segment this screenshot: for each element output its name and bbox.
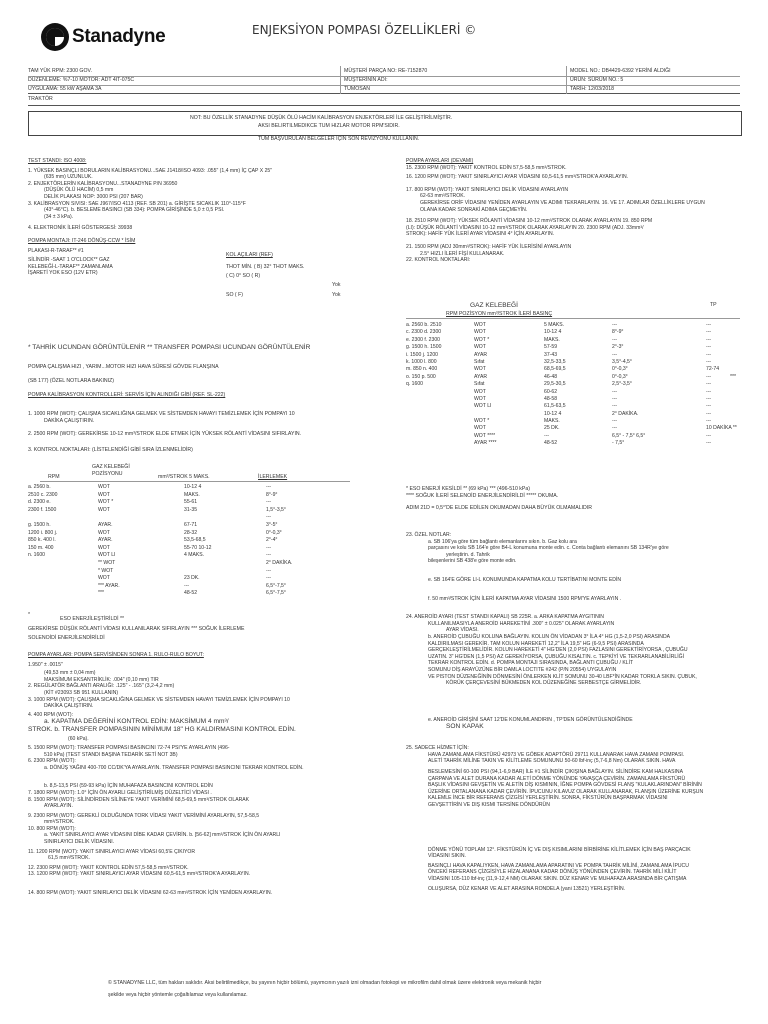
adjust-1c: MAKSİMUM EKSANTRİKLİK: .004" (0,10 mm) TIR [44, 676, 159, 683]
mount-mark: İŞARETİ YOK ESO (12V ETR) [28, 270, 98, 277]
note-line-2: AKSİ BELİRTİLMEDİKÇE TÜM HIZLAR MOTOR RPM'SİDİR. [258, 123, 400, 127]
calibration-3: 3. KONTROL NOKTALARI: (LİSTELENDİĞİ GİBİ SIRA İZLENMELİDİR) [28, 447, 193, 453]
mm-cell: 48-52 [184, 590, 198, 597]
table-cell: WOT [474, 366, 486, 373]
adjust-2b: (KİT #23093 SB 951 KULLANIN) [44, 689, 119, 696]
right-eso-2: **** SOĞUK İLERİ SELENOİD ENERJİLENDİRİLDİ ***** OKUMA. [406, 493, 559, 499]
note-25g: KALEMLE İNCE BİR REFERANS ÇİZGİSİ YERLEŞTİRİN. SONRA, FİKSTÜRÜN BAŞPARMAK VİDASINI [428, 795, 668, 802]
advance-cell: --- [266, 514, 272, 521]
table-row [406, 433, 742, 440]
gaz-heading-1: GAZ KELEBEĞİ [92, 464, 130, 470]
header-product-no: ÜRÜN: SÜRÜM NO.: 5 [570, 77, 624, 83]
adjust-10c: SINIRLAYICI DELİK VİDASINI. [44, 839, 115, 846]
adjust-18: 18. 2510 RPM (WOT): YÜKSEK RÖLANTİ VİDASINI 10-12 mm³/STROK OLARAK AYARLAYIN 19. 850 RPM [406, 218, 653, 225]
table-cell: 72-74 [706, 366, 720, 373]
table-cell: --- [706, 358, 712, 365]
brand-name: Stanadyne [72, 26, 166, 47]
right-eso-1: * ESO ENERJİ KESİLDİ ** (69 kPa) *** (496-510 kPa) [406, 486, 530, 492]
mount-lever: KELEBEĞİ-L-TARAF** ZAMANLAMA [28, 263, 113, 270]
table-cell: WOT [474, 329, 486, 336]
footer-line-2: şekilde veya hiçbir yöntemle çoğaltılamaz veya kullanılamaz. [108, 992, 248, 998]
adjust-21: 21. 1500 RPM (ADJ 30mm³/STROK): HAFİF YÜK İLERİSİNİ AYARLAYIN [406, 243, 572, 250]
table-cell: --- [612, 351, 618, 358]
mm-cell: 55-61 [184, 499, 198, 506]
mm-column [184, 484, 211, 598]
table-row [406, 418, 742, 425]
note-line-3: TÜM BAŞVURULAN BELGELER İÇİN SON REVİZYONU KULLANIN. [258, 136, 420, 142]
mm-cell [184, 514, 211, 522]
table-cell: a. 2560 b. 2510 [406, 322, 442, 328]
table-cell: 61,5-63,5 [544, 403, 566, 410]
table-row [406, 329, 742, 336]
mm-cell: 10-12 4 [184, 484, 202, 490]
table-cell: 10 DAKİKA ** [706, 425, 737, 432]
rpm-heading: RPM [48, 474, 60, 480]
adjust-7: 7. 1800 RPM (WOT): 1.0° İÇİN ÖN AYARLI GELİŞTİRİLMİŞ DÜZELTİCİ VİDASI . [28, 789, 212, 796]
adjust-4b: a. KAPATMA DEĞERİNİ KONTROL EDİN: MAKSİMUM 4 mm³/ [44, 718, 229, 726]
test-item-3: 3. KALİBRASYON SIVISI: SAE J967/ISO 4113 (REF. SB 201) a. GİRİŞTE SICAKLIK 110°-115°F [28, 200, 246, 207]
adjust-4: 4. 400 RPM (WOT): [28, 711, 74, 718]
note-25f: ÜZERİNE ORTALANANA KADAR ÇEVİRİN. İPUCUNU KILAVUZ OLARAK KULLANARAK, FLANŞIN ÜZERİNE KURŞUN [428, 788, 704, 795]
position-cell: * WOT [98, 567, 114, 574]
note-25j: VİDASINI SIKIN. [428, 853, 466, 860]
table-cell: 0°-0,3° [612, 366, 628, 373]
table-row [406, 337, 742, 344]
header-rpm: TAM YÜK RPM: 2300 GOV. [28, 68, 92, 74]
note-25d: ÇARPANA VE ALET DURANA KADAR ALETİ DÖNME YÖNÜNDE YAVAŞÇA ÇEVİRİN. ZAMANLAMA FİKSTÜRÜ [428, 775, 686, 782]
table-cell: --- [706, 351, 712, 358]
note-line-1: NOT: BU ÖZELLİK STANADYNE DÜŞÜK ÖLÜ HACİM KALİBRASYON ENJEKTÖRLERİ İLE GELİŞTİRİLMİŞTİR. [190, 115, 453, 121]
position-cell: AYAR. [98, 521, 113, 528]
table-cell: WOT * [474, 418, 490, 425]
note-24g: TEKRAR KONTROL EDİN. d. POMPA MONTAJI SIRASINDA, BAĞLANTI ÇUBUĞU / KLİT [428, 660, 634, 667]
table-cell: WOT [474, 388, 486, 395]
adjust-2: 2. REGÜLATÖR BAĞLANTI ARALIĞI: .125" - .165" (3,2-4,2 mm) [28, 683, 175, 690]
mm-cell: 23 DK. [184, 575, 200, 582]
eso-star: * [28, 612, 31, 618]
thot-min: THOT MİN. ( B) 32° THOT MAKS. [226, 264, 305, 270]
right-step-note: ADIM 21D = 0,5°'DE ELDE EDİLEN OKUMADAN DAHA BÜYÜK OLMAMALIDIR [406, 505, 592, 511]
header-date: TARİH: 12/03/2018 [570, 86, 615, 92]
mount-cylinder: SİLİNDİR -SAAT 1 O'CLOCK** GAZ [28, 257, 110, 264]
table-cell: --- [706, 381, 712, 388]
table-row [406, 440, 742, 447]
position-column [98, 484, 120, 598]
table-cell: WOT LI [474, 403, 492, 410]
position-cell: WOT [98, 575, 110, 582]
note-23: 23. ÖZEL NOTLAR: [406, 532, 452, 538]
advance-cell: --- [266, 575, 272, 582]
table-cell: --- [612, 388, 618, 395]
rpm-cell: a. 2560 b. [28, 484, 51, 490]
table-cell: i. 1500 j. 1200 [406, 351, 439, 358]
position-cell: WOT LI [98, 552, 116, 559]
table-cell: 29,5-30,5 [544, 381, 566, 388]
table-cell: e. 2300 f. 2300 [406, 336, 440, 343]
header-part-no: MÜŞTERİ PARÇA NO: RE-7152870 [344, 68, 428, 74]
position-cell [98, 514, 120, 522]
rpm-cell: n. 1600 [28, 552, 45, 559]
adjust-17c: GEREKİRSE ORİF VİDASINI YENİDEN AYARLAYIN VE ADIMI TEKRARLAYIN. 16. VE 17. ADIMLAR ÖZELLİKLERE UYGUN [420, 199, 705, 206]
table-cell: --- [706, 418, 712, 425]
adjust-17d: OLANA KADAR SONRAKİ ADIMA GEÇMEYİN. [420, 206, 528, 213]
table-cell: --- [706, 395, 712, 402]
adjust-3b: DAKİKA ÇALIŞTIRIN. [44, 703, 94, 710]
table-row [406, 396, 742, 403]
test-item-3c: (34 ± 3 kPa). [44, 213, 74, 220]
table-cell: 10-12 4 [544, 329, 562, 336]
note-25l: ÖNCEKİ REFERANS ÇİZGİSİYLE HİZALANANA KADAR DÖNÜŞ YÖNÜNDEN ÇEVİRİN. TAHRİK MİLİ KİLİT [428, 869, 677, 876]
table-cell: AYAR [474, 373, 488, 380]
right-rpm-pos-heading: RPM POZİSYON mm³/STROK İLERİ BASINÇ [446, 311, 553, 317]
adjust-5: 5. 1500 RPM (WOT): TRANSFER POMPASI BASINCINI 72-74 PSI'YE AYARLAYIN (496- [28, 744, 230, 751]
table-cell: g. 1500 h. 1500 [406, 344, 442, 351]
table-row [406, 425, 742, 432]
advance-cell: 1,5°-3,5° [266, 506, 286, 513]
note-23a: a. SB 106'ya göre tüm bağlantı elemanlarını sıkın. b. Gaz kolu ara [428, 538, 577, 545]
table-cell: q. 1600 [406, 381, 423, 388]
footer-line-1: © STANADYNE LLC, tüm hakları saklıdır. Aksi belirtilmedikçe, bu yayının hiçbir bölümü, yayımcının yazılı izni olmadan fotokopi ve mikrofilm dahil olmak üzere elektronik veya mekanik hiçbir [108, 980, 542, 986]
rpm-cell [28, 514, 57, 522]
header-application: UYGULAMA: 55 kW AŞAMA 3A [28, 86, 102, 92]
mm-cell: MAKS. [184, 491, 200, 498]
adjust-15: 15. 2300 RPM (WOT): YAKIT KONTROL EDİN 57,5-58,5 mm³/STROK. [406, 164, 567, 171]
rpm-cell: d. 2300 e. [28, 499, 51, 506]
table-row [406, 359, 742, 366]
table-cell: --- [706, 432, 712, 439]
note-24l: SON KAPAK [446, 723, 484, 731]
test-stand-heading: TEST STANDI: ISO 4008: [28, 158, 87, 164]
adjust-13: 13. 1200 RPM (WOT): YAKIT SINIRLAYICI AYAR VİDASINI 60,5-61,5 mm³/STROK'A AYARLAYIN. [28, 871, 251, 878]
test-item-1b: (635 mm) UZUNLUK. [44, 174, 93, 181]
table-cell: --- [612, 418, 618, 425]
advance-cell: 2°-4° [266, 537, 278, 544]
table-cell: WOT * [474, 336, 490, 343]
right-gaz-heading: GAZ KELEBEĞİ [470, 302, 519, 309]
table-cell: WOT [474, 395, 486, 402]
table-cell: --- [706, 373, 712, 380]
adjust-9b: mm³/STROK. [44, 819, 75, 826]
position-cell: WOT [98, 529, 110, 536]
note-24: 24. ANEROİD AYARI (TEST STANDI KAPALI) SB 225R. a. ARKA KAPATMA AYGITININ [406, 614, 604, 621]
rpm-cell: 1200 i. 800 j. [28, 529, 58, 536]
mm-cell: 55-70 10-12 [184, 544, 212, 551]
advance-heading: İLERLEMEK [258, 474, 288, 480]
left-column [28, 158, 393, 277]
test-item-3b: (43°-46°C). b. BESLEME BASINCI (SB 334): POMPA GİRİŞİNDE 5,0 ± 0,5 PSI. [44, 207, 225, 214]
table-cell: Sıfat [474, 381, 485, 388]
table-cell: 32,5-33,5 [544, 358, 566, 365]
table-cell: k. 1000 l. 800 [406, 358, 437, 365]
mm-cell: 28-32 [184, 529, 198, 536]
note-23c: yerleştirin. d. Tahrik [446, 551, 490, 558]
table-cell: --- [612, 395, 618, 402]
table-row [406, 366, 742, 373]
adjust-12: 12. 2300 RPM (WOT): YAKIT KONTROL EDİN 57,5-58,5 mm³/STROK. [28, 864, 189, 871]
table-cell: --- [706, 388, 712, 395]
eso-note-3: SOLENOİDİ ENERJİLENDİRİLDİ [28, 635, 105, 641]
header-engine: DÜZENLEME: %7-10 MOTOR: ADT 4IT-075C [28, 77, 135, 83]
table-cell: 5 MAKS. [544, 322, 565, 328]
note-23f: f. 50 mm³/STROK İÇİN İLERİ KAPATMA AYAR VİDASINI 1500 RPM'YE AYARLAYIN . [428, 595, 622, 602]
note-24i: VE PISTON DÜZENEĞİNİN DÖNMESİNİ ÖNLERKEN KLİT SOMUNU 30-40 LBF*İN KADAR TORKLA SIKIN. ÇUBUK, [428, 673, 697, 680]
table-cell: 6,5° - 7,5° 6,5° [612, 432, 646, 439]
note-23d: bileşenlerini SB 438'e göre monte edin. [428, 558, 517, 565]
advance-cell: --- [266, 484, 272, 490]
right-tp-heading: TP [710, 302, 717, 308]
position-cell: *** AYAR. [98, 582, 120, 589]
note-25h: GEVŞETTİRİN VE DIŞ KISMI TERSİNE DÖNDÜRÜN [428, 802, 550, 809]
special-notes-section [406, 532, 742, 892]
right-column [406, 158, 742, 264]
note-23b: parçasını ve kolu SB 164'e göre B4-L konumuna monte edin. c. Conta bağlantı elemanını SB 134R'ye göre [428, 545, 669, 552]
position-cell: WOT [98, 491, 110, 498]
page-title: ENJEKSİYON POMPASI ÖZELLİKLERİ © [252, 23, 477, 37]
mm-cell: 4 MAKS. [184, 552, 205, 559]
table-cell: --- [706, 410, 712, 417]
rpm-cell: 150 m. 400 [28, 544, 54, 551]
adjust-10b: a. YAKIT SINIRLAYICI AYAR VİDASINI DİBE KADAR ÇEVİRİN. b. [56-62] mm³/STROK İÇİN ÖN AYARLI [44, 832, 281, 839]
table-cell: 37-43 [544, 351, 558, 358]
header-customer-name: TUMOSAN [344, 86, 370, 92]
table-cell: 10-12 4 [544, 410, 562, 417]
table-cell: WOT **** [474, 432, 496, 439]
table-cell: 2,5°-3,5° [612, 381, 632, 388]
note-25m: VİDASINI 105-110 lbf-inç (11,9-12,4 NM) OLARAK SIKIN. DÜZ KENAR VE MUHAFAZA ARASINDA BİR ÇATIŞMA [428, 876, 687, 882]
table-row [406, 374, 742, 381]
note-24f: UZATIN. 3" HG'DEN (1,5 PSI) AZ GEREKİYORSA, ÇUBUĞU KISALTIN. c. TEPKİYİ VE TEKRARLANABİLİRLİĞİ [428, 653, 685, 660]
table-cell: o. 150 p. 500 [406, 373, 436, 380]
stars-3: *** [730, 374, 737, 380]
adjust-10: 10. 800 RPM (WOT): [28, 825, 76, 832]
table-cell: --- [612, 403, 618, 410]
adjust-21b: 2.5° HIZLI İLERİ FİŞİ KULLANARAK. [420, 250, 505, 257]
calibration-1: 1. 1000 RPM (WOT): ÇALIŞMA SICAKLIĞINA GELMEK VE SİSTEMDEN HAVAYI TEMİZLEMEK İÇİN POMPAYI 10 [28, 411, 295, 417]
lever-angles-heading: KOL AÇILARI (REF) [226, 252, 273, 258]
run-speed: POMPA ÇALIŞMA HIZI , YARIM...MOTOR HIZI HAVA SÜRESİ GÖVDE FLANŞINA [28, 364, 219, 370]
note-24e: GERÇEKLEŞTİRİLMELİDİR. KOLUN HAREKETİ 4" HG'DEN (2,0 PSI) FAZLASINI GEREKTİRİYORSA , ÇUBUĞU [428, 647, 688, 654]
adjust-17b: 62-63 mm³/STROK. [420, 193, 466, 200]
table-cell: Sıfat [474, 358, 485, 365]
note-24b: AYAR VİDASI. [446, 627, 479, 634]
table-cell: 25 DK. [544, 425, 560, 432]
test-item-4: 4. ELEKTRONİK İLERİ GÖSTERGESİ: 39938 [28, 225, 133, 232]
table-cell: 60-62 [544, 388, 558, 395]
adjust-8b: AYARLAYIN. [44, 803, 73, 810]
yok-2: Yok [332, 292, 341, 298]
mm-cell [184, 560, 211, 568]
table-cell: WOT [474, 425, 486, 432]
adjust-4c: STROK. b. TRANSFER POMPASININ MİNİMUM 18" HG KALDIRMASINI KONTROL EDİN. [28, 726, 296, 734]
note-24c: b. ANEROİD ÇUBUĞU KOLUNA BAĞLAYIN. KOLUN ÖN VİDADAN 3° İLA 4° HG (1,5-2,0 PSI) ARASINDA [428, 633, 671, 640]
note-25e: BAŞLIK VİDASINI GEVŞETİN VE ALETİN DİŞ KISMININ, İĞNE POMPA GÖVDESİ FLANŞ "KULAKLARINDAN" BİRİNİN [428, 782, 702, 789]
calibration-2: 2. 2500 RPM (WOT): GEREKİRSE 10-12 mm³/STROK ELDE ETMEK İÇİN YÜKSEK RÖLANTİ VİDASINI SIFIRLAYIN. [28, 431, 302, 437]
adjust-3: 3. 1000 RPM (WOT): ÇALIŞMA SICAKLIĞINA GELMEK VE SİSTEMDEN HAVAYI TEMİZLEMEK İÇİN POMPAYI 10 [28, 696, 290, 703]
adjust-16: 16. 1200 RPM (WOT): YAKIT SINIRLAYICI AYAR VİDASINI 60,5-61,5 mm³/STROK'A AYARLAYIN. [406, 174, 629, 181]
pump-mount-heading: POMPA MONTAJI: IT-246 DÖNÜŞ-CCW * İSİM [28, 237, 136, 244]
run-speed-ref: (SB 177) (ÖZEL NOTLARA BAKINIZ) [28, 378, 114, 384]
header-customer: MÜŞTERİNİN ADI: [344, 77, 388, 83]
test-item-1: 1. YÜKSEK BASINÇLI BORULARIN KALİBRASYONU...SAE J1418/ISO 4093: .055" (1,4 mm) İÇ ÇAP X 25" [28, 167, 273, 174]
position-cell: WOT [98, 484, 110, 490]
mm-cell: 53,5-68,5 [184, 537, 206, 544]
mm-cell: --- [184, 582, 190, 589]
position-cell: ** WOT [98, 559, 116, 566]
mm-cell [184, 568, 211, 576]
table-cell: c. 2300 d. 2300 [406, 329, 442, 336]
advance-cell: --- [266, 544, 272, 551]
pump-adjust-section [28, 652, 393, 897]
adjust-11b: 61,5 mm³/STROK. [48, 855, 90, 862]
table-cell: 48-58 [544, 395, 558, 402]
table-cell: --- [706, 322, 712, 328]
note-25k: BASINÇLI HAVA KAPALIYKEN, HAVA ZAMANLAMA APARATINI VE POMPA TAHRİK MİLİNİ, ZAMANLAMA İPUCU [428, 862, 689, 869]
position-cell: AYAR. [98, 537, 113, 544]
rpm-cell: 850 k. 400 l. [28, 537, 56, 544]
table-row [406, 389, 742, 396]
position-cell: WOT [98, 506, 110, 513]
note-23e: e. SB 164'E GÖRE LI-L KONUMUNDA KAPATMA KOLU TERTİBATINI MONTE EDİN [428, 576, 622, 583]
advance-cell: 6,5°-7,5° [266, 590, 286, 597]
advance-cell: 2° DAKİKA. [266, 559, 293, 566]
table-cell: 68,5-69,5 [544, 366, 566, 373]
stanadyne-logo [40, 22, 190, 52]
table-cell: 57-59 [544, 344, 558, 351]
c0-so: ( C) 0° SO ( R) [226, 273, 261, 279]
table-cell: 8°-9° [612, 329, 624, 336]
table-cell: 2° DAKİKA. [612, 410, 639, 417]
position-cell: WOT [98, 544, 110, 551]
eso-note-1: ESO ENERJİLEŞTİRİLDİ ** [60, 616, 124, 622]
table-cell: --- [706, 344, 712, 351]
adjust-18c: STROK): HAFİF YÜK İLERİ AYAR VİDASINI 4° İÇİN AYARLAYIN. [406, 231, 555, 238]
advance-cell: 6,5°-7,5° [266, 582, 286, 589]
table-cell: --- [612, 425, 618, 432]
advance-cell: 8°-9° [266, 491, 278, 498]
yok-1: Yok [332, 282, 341, 288]
table-row [406, 403, 742, 410]
table-cell: --- [706, 440, 712, 447]
stanadyne-logo-icon [40, 22, 70, 52]
table-cell: --- [706, 403, 712, 410]
table-cell: m. 850 n. 400 [406, 366, 438, 373]
check-points-table [406, 322, 742, 448]
eso-note-2: GEREKİRSE DÜŞÜK RÖLANTİ VİDASI KULLANILARAK SIFIRLAYIN *** SOĞUK İLERLEME [28, 626, 245, 632]
adjust-22: 22. KONTROL NOKTALARI: [406, 257, 471, 264]
table-cell: MAKS. [544, 418, 560, 425]
table-cell: 2°-3° [612, 344, 624, 351]
rpm-cell: 2300 f. 1500 [28, 506, 57, 513]
advance-column [266, 484, 292, 598]
adjust-11: 11. 1200 RPM (WOT): YAKIT SINIRLAYICI AYAR VİDASI 60,5'E ÇIKIYOR [28, 848, 196, 855]
adjust-6b: a. DÖNÜŞ YAĞINI 400-700 CC/DK'YA AYARLAYIN. TRANSFER POMPASI BASINCINI TEKRAR KONTROL EDİN. [44, 764, 304, 771]
table-cell: --- [706, 329, 712, 336]
table-row [406, 344, 742, 351]
header-tractor: TRAKTÖR [28, 96, 53, 102]
adjust-6: 6. 2300 RPM (WOT): [28, 758, 76, 765]
calibration-heading: POMPA KALİBRASYON KONTROLLERİ: SERVİS İÇİN ALINDIĞI GİBİ (REF. SL-222) [28, 392, 226, 398]
table-cell: --- [612, 322, 618, 328]
pump-adjust-cont-heading: POMPA AYARLARI (DEVAMI) [406, 158, 474, 164]
so-f: SO ( F) [226, 292, 244, 298]
table-cell: 46-48 [544, 373, 558, 380]
table-row [406, 352, 742, 359]
test-item-2: 2. ENJEKTÖRLERİN KALİBRASYONU...STANADYNE P/N 36950 [28, 180, 178, 187]
header-model-no: MODEL NO.: DB4429-6392 YERİNİ ALDIĞI [570, 68, 671, 74]
rpm-column [28, 484, 57, 560]
test-item-2c: DELİK PLAKASI NOP: 3000 PSI (207 BAR) [44, 193, 143, 200]
note-25c: BESLEMESİNİ 60-100 PSI (94,1-6,9 BAR) İLE #1 SİLİNDİR ÇIKIŞINA BAĞLAYIN. SİLİNDİRE KAM HALKASINA [428, 769, 683, 776]
calibration-1b: DAKİKA ÇALIŞTIRIN. [44, 418, 95, 424]
mm-heading: mm³/STROK 5 MAKS. [158, 474, 210, 480]
mm-cell: 67-71 [184, 521, 198, 528]
table-row [406, 322, 742, 329]
note-25b: ALETİ TAHRİK MİLİNE TAKIN VE KİLİTLEME SOMUNUNU 50-60 lbf-inç (5,7-6,8 Nm) OLARAK SIKIN. HAVA [428, 758, 676, 765]
table-cell: --- [544, 432, 550, 439]
table-cell: AYAR [474, 351, 488, 358]
table-row [406, 411, 742, 418]
adjust-1: 1.950" ± .0015" [28, 661, 63, 668]
adjust-1b: (49,53 mm ± 0,04 mm) [44, 670, 96, 677]
drive-note: * TAHRİK UCUNDAN GÖRÜNTÜLENİR ** TRANSFER POMPASI UCUNDAN GÖRÜNTÜLENİR [28, 344, 311, 351]
test-item-2b: (DÜŞÜK ÖLÜ HACİM) 0,5 mm [44, 187, 114, 194]
table-cell: --- [612, 336, 618, 343]
table-cell: 3,5°-4,5° [612, 358, 632, 365]
rpm-cell: 2510 c. 2300 [28, 491, 58, 498]
adjust-9: 9. 2300 RPM (WOT): GEREKLİ OLDUĞUNDA TORK VİDASI YAKIT VERİMİNİ AYARLAYIN, 57,5-58,5 [28, 812, 260, 819]
advance-cell: --- [266, 552, 272, 559]
note-24d: KALDIRILMASI GEREKİR. TAM KOLUN HAREKETİ 12,2" İLA 19,5" HG (6-9,5 PSI) ARASINDA [428, 640, 644, 647]
note-24h: SOMUNU DİŞ ARAYÜZÜNE BİR DAMLA LOCTITE #242 (P/N 20554) UYGULAYIN [428, 666, 617, 673]
rpm-cell: g. 1500 h. [28, 521, 51, 528]
table-cell: --- [706, 336, 712, 343]
adjust-5b: 510 kPa) (TEST STANDI BAŞINA TEDARİK SETİ NOT 3B) [44, 751, 178, 758]
table-cell: MAKS. [544, 336, 560, 343]
advance-cell: 3°-5° [266, 521, 278, 528]
note-24k: e. ANEROİD GİRİŞİNİ SAAT 12'DE KONUMLANDIRIN , TP'DEN GÖRÜNTÜLENDİĞİNDE [428, 716, 633, 723]
mount-plate: PLAKASI-R-TARAF** #1 [28, 247, 84, 254]
mm-cell: 31-35 [184, 506, 198, 513]
adjust-4d: (60 kPa). [68, 736, 89, 743]
advance-cell: --- [266, 499, 272, 506]
note-25i: DÖNME YÖNÜ TOPLAM 12°. FİKSTÜRÜN İÇ VE DIŞ KISIMLARINI BİRBİRİNE KİLİTLEMEK İÇİN BAŞ PARÇACIK [428, 846, 691, 853]
table-cell: 0°-0,3° [612, 373, 628, 380]
table-cell: WOT [474, 322, 486, 328]
adjust-8: 8. 1500 RPM (WOT): SİLİNDİRDEN SİLİNEYE YAKIT VERİMİNİ 68,5-69,5 mm³/STROK OLARAK [28, 796, 250, 803]
table-cell: AYAR **** [474, 440, 497, 447]
advance-cell: 0°-0,3° [266, 529, 282, 536]
gaz-heading-2: POZİSYONU [92, 471, 123, 477]
advance-cell: --- [266, 567, 272, 574]
adjust-6c: b. 8,5-13,5 PSI (59-93 kPa) İÇİN MUHAFAZA BASINCINI KONTROL EDİN [44, 783, 213, 790]
position-cell: *** [98, 590, 104, 597]
note-25n: OLUŞURSA, DÜZ KENAR VE ALET ARASINA RONDELA (yani 13521) YERLEŞTİRİN. [428, 885, 626, 892]
adjust-18b: (LI): DÜŞÜK RÖLANTİ VİDASINI 10-12 mm³/STROK OLARAK AYARLAYIN 20. 2300 RPM (ADJ. 33mm³/ [406, 224, 644, 231]
adjust-17: 17. 800 RPM (WOT): YAKIT SINIRLAYICI DELİK VİDASINI AYARLAYIN [406, 186, 569, 193]
note-24j: KÖRÜK ÇERÇEVESİNİ BÜKMEDEN KOL DÜZENEĞİNE SERBESTÇE GİRMELİDİR. [446, 680, 642, 687]
table-cell: - 7,5° [612, 440, 625, 447]
note-24a: KULLANILMASIYLA ANEROİD HAREKETİNİ .300" ± 0.025" OLARAK AYARLAYIN [428, 620, 615, 627]
table-cell: 48-52 [544, 440, 558, 447]
adjust-14: 14. 800 RPM (WOT): YAKIT SINIRLAYICI DELİK VİDASINI 62-63 mm³/STROK İÇİN YENİDEN AYARLAYIN. [28, 890, 273, 897]
table-row [406, 381, 742, 388]
note-25a: HAVA ZAMANLAMA FİKSTÜRÜ 42973 VE GÖBEK ADAPTÖRÜ 29711 KULLANARAK HAVA ZAMANI POMPASI. [428, 751, 685, 758]
position-cell: WOT * [98, 499, 114, 506]
pump-adjust-heading: POMPA AYARLARI: POMPA SERVİSİNDEN SONRA 1. RULO-RULO BOYUT: [28, 652, 204, 658]
table-cell: WOT [474, 344, 486, 351]
note-25: 25. SADECE HİZMET İÇİN: [406, 745, 469, 752]
